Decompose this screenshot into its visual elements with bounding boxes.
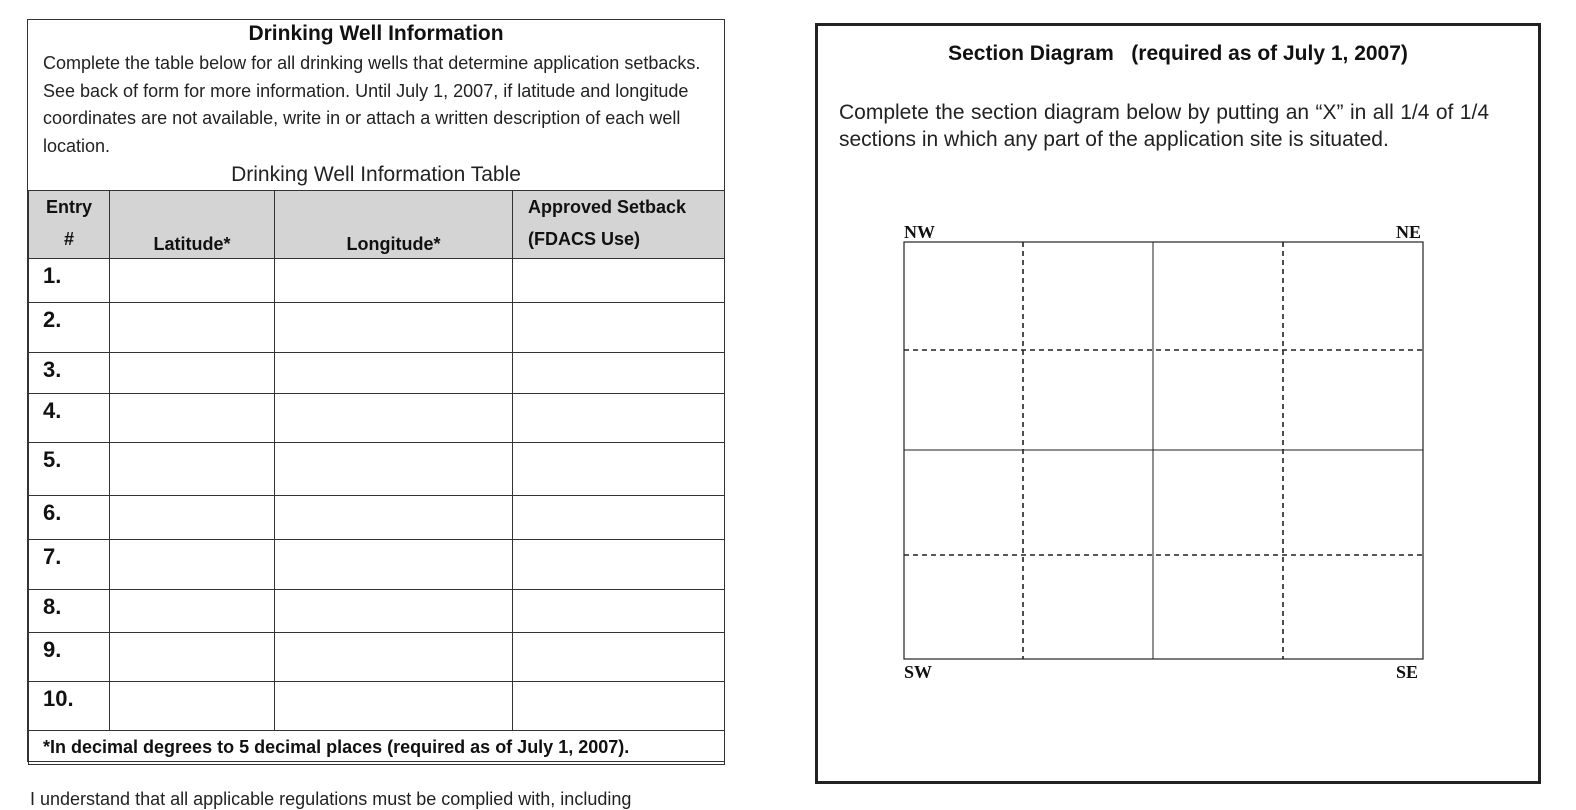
- entry-number: 10.: [29, 682, 110, 731]
- table-row: [29, 682, 725, 731]
- setback-cell[interactable]: [513, 303, 725, 353]
- corner-label-ne: NE: [1396, 222, 1422, 242]
- table-row: [29, 443, 725, 496]
- longitude-cell[interactable]: [275, 633, 513, 682]
- latitude-cell[interactable]: [110, 394, 275, 443]
- entry-number: 6.: [29, 496, 110, 540]
- decimal-degrees-footnote: *In decimal degrees to 5 decimal places (required as of July 1, 2007).: [29, 731, 725, 765]
- entry-number: 3.: [29, 353, 110, 394]
- latitude-cell[interactable]: [110, 540, 275, 590]
- table-row: [29, 353, 725, 394]
- table-row: [29, 540, 725, 590]
- drinking-well-panel: [27, 19, 725, 762]
- entry-number: 1.: [29, 259, 110, 303]
- latitude-cell[interactable]: [110, 443, 275, 496]
- setback-cell[interactable]: [513, 540, 725, 590]
- longitude-cell[interactable]: [275, 496, 513, 540]
- section-grid: [903, 241, 1425, 663]
- table-row: [29, 259, 725, 303]
- setback-header-line1: Approved Setback: [528, 197, 687, 217]
- column-header-entry: [29, 191, 110, 259]
- table-row: [29, 590, 725, 633]
- setback-cell[interactable]: [513, 590, 725, 633]
- table-row: [29, 394, 725, 443]
- entry-number: 9.: [29, 633, 110, 682]
- setback-cell[interactable]: [513, 259, 725, 303]
- entry-number: 8.: [29, 590, 110, 633]
- setback-header-line2: (FDACS Use): [528, 229, 641, 249]
- table-footnote-row: [29, 731, 725, 765]
- well-instructions: Complete the table below for all drinking wells that determine application setbacks. See back of form for more information. Until July 1, 2007, if latitude and longitude coordinates are not available, write in or attach a written description of each well location.: [43, 53, 701, 156]
- longitude-cell[interactable]: [275, 590, 513, 633]
- entry-number: 4.: [29, 394, 110, 443]
- longitude-cell[interactable]: [275, 394, 513, 443]
- latitude-cell[interactable]: [110, 682, 275, 731]
- entry-number: 5.: [29, 443, 110, 496]
- longitude-cell[interactable]: [275, 540, 513, 590]
- setback-cell[interactable]: [513, 682, 725, 731]
- latitude-cell[interactable]: [110, 496, 275, 540]
- setback-cell[interactable]: [513, 353, 725, 394]
- entry-header-line1: Entry: [45, 197, 92, 217]
- entry-number: 2.: [29, 303, 110, 353]
- table-row: [29, 633, 725, 682]
- entry-header-line2: #: [63, 229, 74, 249]
- section-diagram-panel: [815, 23, 1541, 784]
- well-section-title: Drinking Well Information: [248, 22, 504, 45]
- longitude-cell[interactable]: [275, 259, 513, 303]
- longitude-cell[interactable]: [275, 353, 513, 394]
- section-diagram-title: Section Diagram (required as of July 1, 2007): [948, 42, 1408, 65]
- latitude-cell[interactable]: [110, 590, 275, 633]
- latitude-cell[interactable]: [110, 353, 275, 394]
- longitude-cell[interactable]: [275, 303, 513, 353]
- setback-cell[interactable]: [513, 443, 725, 496]
- corner-label-nw: NW: [904, 222, 935, 242]
- column-header-setback: [513, 191, 725, 259]
- latitude-cell[interactable]: [110, 633, 275, 682]
- well-table-caption: Drinking Well Information Table: [231, 163, 521, 186]
- corner-label-se: SE: [1396, 662, 1419, 682]
- entry-number: 7.: [29, 540, 110, 590]
- latitude-cell[interactable]: [110, 303, 275, 353]
- section-diagram-instructions: Complete the section diagram below by putting an “X” in all 1/4 of 1/4 sections in which any part of the application site is situated.: [839, 101, 1489, 151]
- setback-cell[interactable]: [513, 394, 725, 443]
- setback-cell[interactable]: [513, 633, 725, 682]
- latitude-cell[interactable]: [110, 259, 275, 303]
- column-header-longitude: Longitude*: [275, 191, 513, 259]
- table-row: [29, 303, 725, 353]
- longitude-cell[interactable]: [275, 682, 513, 731]
- table-header-row: [29, 191, 725, 259]
- corner-label-sw: SW: [904, 662, 933, 682]
- drinking-well-table: [28, 190, 725, 765]
- setback-cell[interactable]: [513, 496, 725, 540]
- longitude-cell[interactable]: [275, 443, 513, 496]
- table-row: [29, 496, 725, 540]
- column-header-latitude: Latitude*: [110, 191, 275, 259]
- cutoff-statement-text: I understand that all applicable regulations must be complied with, including: [30, 789, 632, 809]
